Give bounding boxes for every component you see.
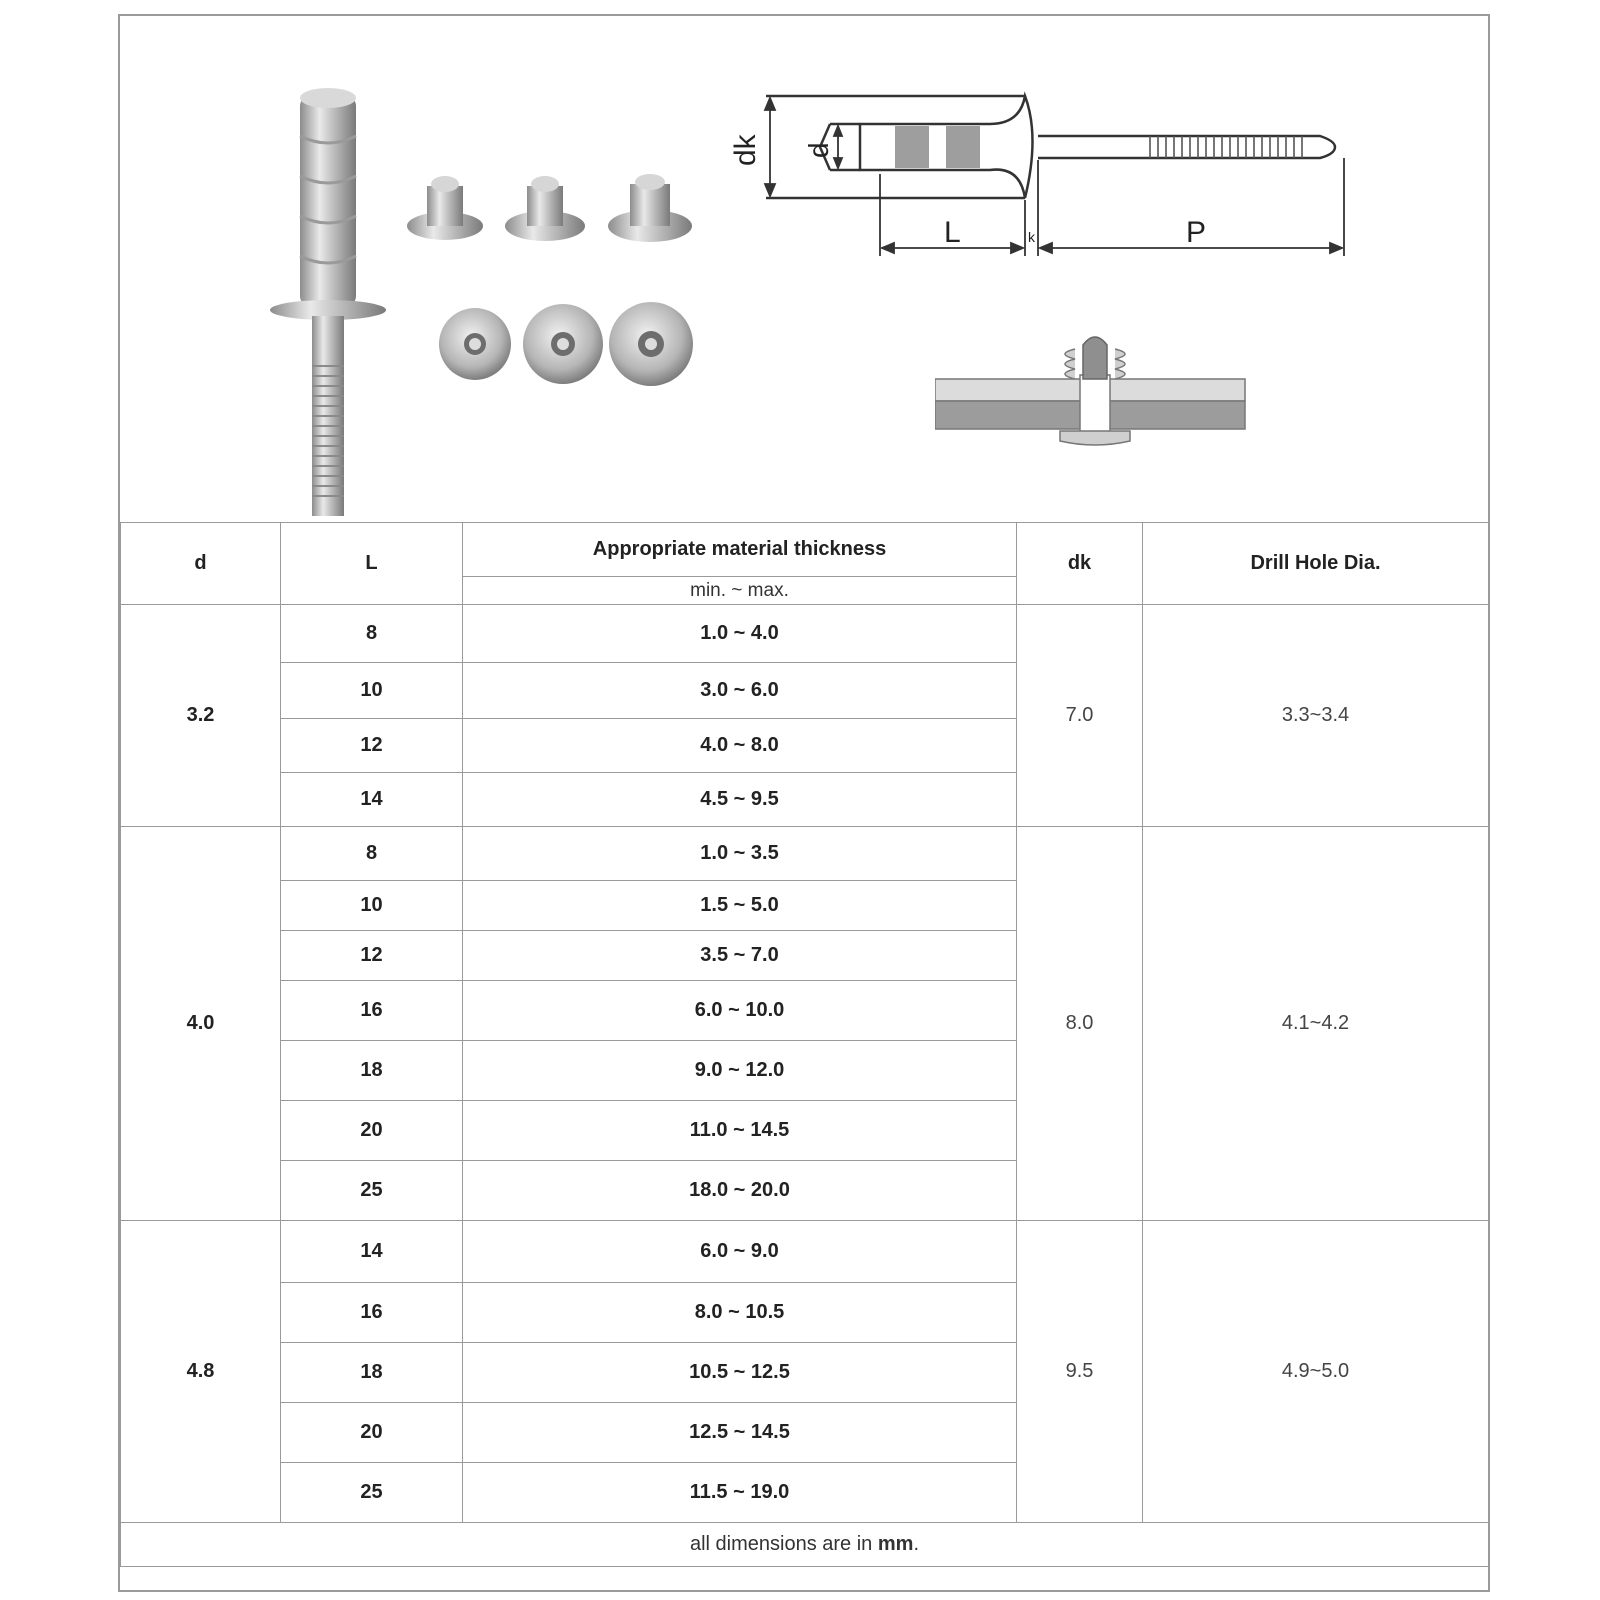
cell-L: 10: [281, 663, 463, 719]
cell-d: 4.0: [121, 827, 281, 1221]
footer-row: [121, 1523, 1489, 1567]
cell-L: 16: [281, 981, 463, 1041]
cell-L: 25: [281, 1161, 463, 1221]
groove-block: [946, 126, 980, 168]
cell-thickness: 4.5 ~ 9.5: [463, 773, 1017, 827]
cell-thickness: 12.5 ~ 14.5: [463, 1403, 1017, 1463]
col-header-dk: dk: [1017, 523, 1143, 605]
groove-block: [895, 126, 929, 168]
cell-L: 12: [281, 931, 463, 981]
col-header-d: d: [121, 523, 281, 605]
cell-dk: 8.0: [1017, 827, 1143, 1221]
cell-thickness: 6.0 ~ 10.0: [463, 981, 1017, 1041]
cell-thickness: 3.0 ~ 6.0: [463, 663, 1017, 719]
col-header-drill: Drill Hole Dia.: [1143, 523, 1489, 605]
cell-thickness: 11.5 ~ 19.0: [463, 1463, 1017, 1523]
units-note-suffix: .: [913, 1533, 919, 1555]
rivet-dimension-drawing: [720, 66, 1400, 306]
cell-L: 20: [281, 1403, 463, 1463]
cell-thickness: 3.5 ~ 7.0: [463, 931, 1017, 981]
cell-thickness: 1.5 ~ 5.0: [463, 881, 1017, 931]
label-P: P: [1186, 216, 1207, 249]
table-row: [121, 1221, 1489, 1283]
cell-thickness: 4.0 ~ 8.0: [463, 719, 1017, 773]
cell-thickness: 6.0 ~ 9.0: [463, 1221, 1017, 1283]
cell-thickness: 9.0 ~ 12.0: [463, 1041, 1017, 1101]
cell-dk: 9.5: [1017, 1221, 1143, 1523]
cell-L: 12: [281, 719, 463, 773]
label-dk: dk: [729, 134, 762, 166]
col-subheader-thickness: min. ~ max.: [463, 577, 1017, 605]
label-L: L: [944, 216, 961, 249]
label-k: k: [1028, 229, 1035, 245]
set-rivets-top: [439, 302, 693, 386]
specification-table: [120, 522, 1489, 1567]
cell-drill-hole: 4.1~4.2: [1143, 827, 1489, 1221]
cell-L: 14: [281, 1221, 463, 1283]
cell-L: 8: [281, 605, 463, 663]
product-illustration-area: [120, 16, 1488, 522]
rivet-product-photo: [180, 66, 740, 526]
cell-L: 18: [281, 1343, 463, 1403]
cell-thickness: 8.0 ~ 10.5: [463, 1283, 1017, 1343]
col-header-L: L: [281, 523, 463, 605]
cell-d: 4.8: [121, 1221, 281, 1523]
cell-thickness: 11.0 ~ 14.5: [463, 1101, 1017, 1161]
units-note: [121, 1523, 1489, 1567]
table-row: [121, 605, 1489, 663]
cell-thickness: 1.0 ~ 4.0: [463, 605, 1017, 663]
cell-drill-hole: 3.3~3.4: [1143, 605, 1489, 827]
cell-drill-hole: 4.9~5.0: [1143, 1221, 1489, 1523]
header-row: [121, 523, 1489, 577]
cell-thickness: 1.0 ~ 3.5: [463, 827, 1017, 881]
cell-L: 20: [281, 1101, 463, 1161]
cell-thickness: 10.5 ~ 12.5: [463, 1343, 1017, 1403]
cell-thickness: 18.0 ~ 20.0: [463, 1161, 1017, 1221]
cell-dk: 7.0: [1017, 605, 1143, 827]
spec-sheet: [118, 14, 1490, 1592]
cell-L: 16: [281, 1283, 463, 1343]
cell-d: 3.2: [121, 605, 281, 827]
units-note-unit: mm: [877, 1533, 914, 1555]
cell-L: 18: [281, 1041, 463, 1101]
units-note-prefix: all dimensions are in: [689, 1533, 878, 1555]
table-row: [121, 827, 1489, 881]
installed-section-view: [935, 331, 1275, 461]
label-d: d: [803, 142, 834, 158]
long-rivet: [270, 88, 386, 516]
cell-L: 25: [281, 1463, 463, 1523]
cell-L: 8: [281, 827, 463, 881]
cell-L: 14: [281, 773, 463, 827]
col-header-thickness: Appropriate material thickness: [463, 523, 1017, 577]
set-rivets-side: [407, 174, 692, 242]
cell-L: 10: [281, 881, 463, 931]
